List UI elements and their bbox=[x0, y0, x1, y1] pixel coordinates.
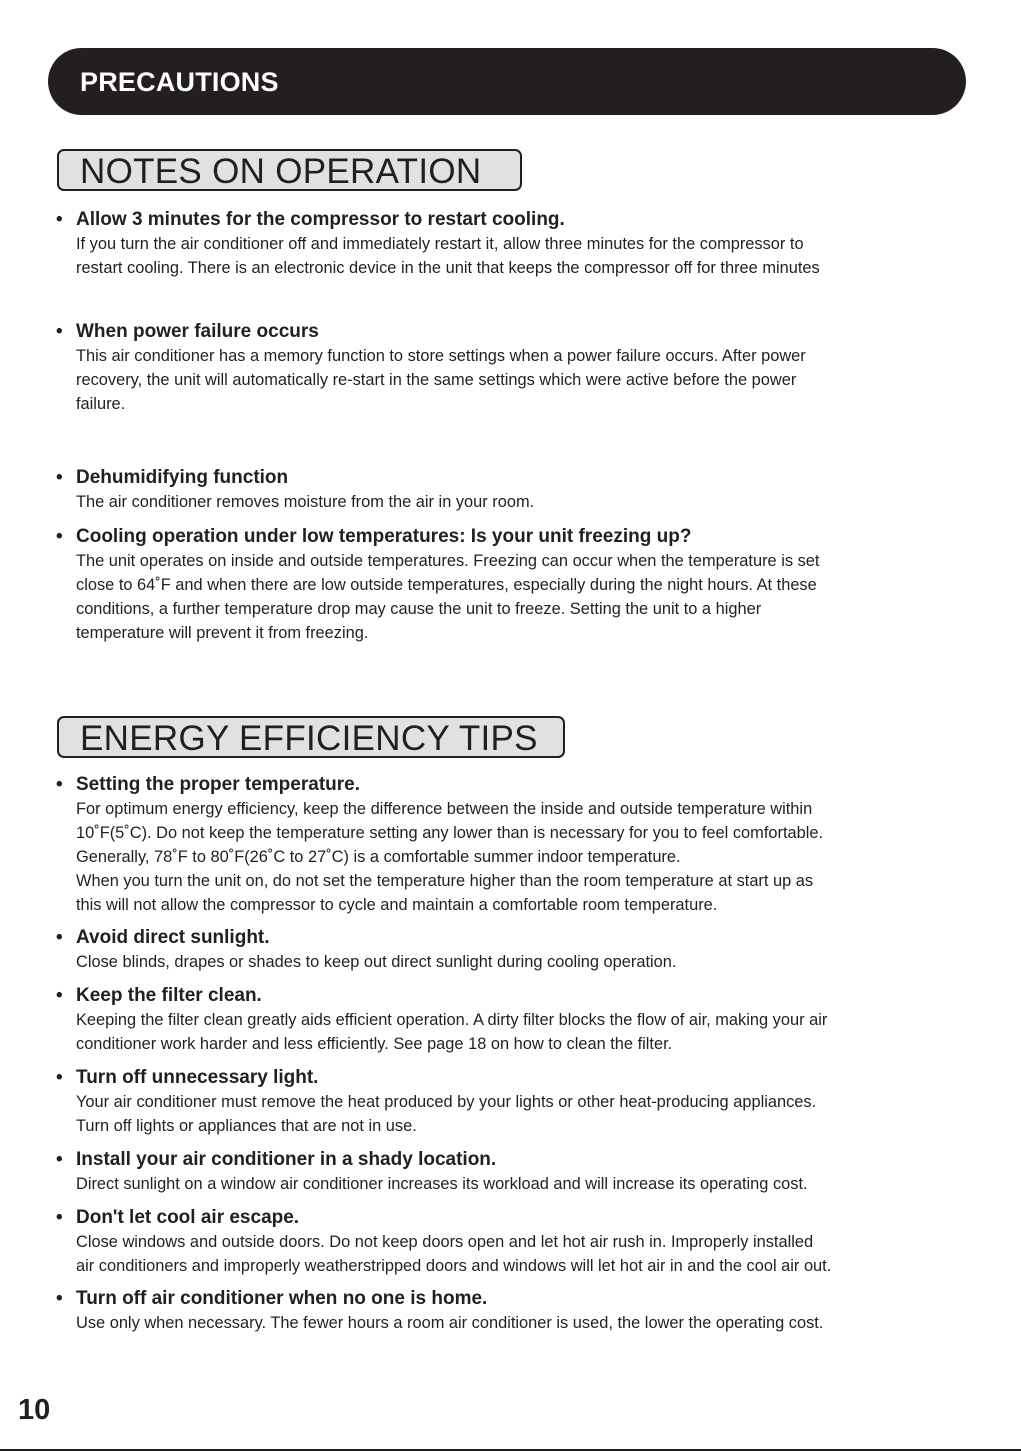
list-item-unnecessary-light bbox=[56, 1066, 976, 1138]
body-line: recovery, the unit will automatically re-start in the same settings which were active before the power bbox=[76, 371, 797, 389]
item-body bbox=[76, 549, 976, 645]
bullet-icon: • bbox=[56, 1067, 63, 1088]
body-line: Close windows and outside doors. Do not keep doors open and let hot air rush in. Improperly installed bbox=[76, 1233, 814, 1251]
item-body bbox=[76, 1311, 976, 1335]
body-line: The unit operates on inside and outside temperatures. Freezing can occur when the temperature is set bbox=[76, 552, 820, 570]
bullet-icon: • bbox=[56, 321, 63, 342]
body-line: failure. bbox=[76, 395, 126, 413]
item-body bbox=[76, 950, 976, 974]
page-title: PRECAUTIONS bbox=[80, 67, 279, 97]
body-line: close to 64˚F and when there are low outside temperatures, especially during the night hours. At these bbox=[76, 576, 817, 594]
body-line: Keeping the filter clean greatly aids efficient operation. A dirty filter blocks the flow of air, making your air bbox=[76, 1011, 828, 1029]
bullet-icon: • bbox=[56, 467, 63, 488]
bullet-icon: • bbox=[56, 526, 63, 547]
item-heading: Cooling operation under low temperatures: Is your unit freezing up? bbox=[76, 526, 692, 547]
item-heading: Don't let cool air escape. bbox=[76, 1207, 300, 1228]
list-item-power-failure bbox=[56, 320, 976, 416]
list-item-avoid-sunlight bbox=[56, 926, 976, 974]
body-line: Direct sunlight on a window air conditioner increases its workload and will increase its operating cost. bbox=[76, 1175, 808, 1193]
bullet-icon: • bbox=[56, 1207, 63, 1228]
list-item-shady-location bbox=[56, 1148, 976, 1196]
bottom-rule-divider bbox=[0, 1449, 1021, 1451]
body-line: This air conditioner has a memory function to store settings when a power failure occurs. After power bbox=[76, 347, 806, 365]
body-line: If you turn the air conditioner off and immediately restart it, allow three minutes for the compressor to bbox=[76, 235, 804, 253]
list-item-cool-air-escape bbox=[56, 1206, 976, 1278]
list-item-dehumidifying bbox=[56, 466, 976, 514]
item-body bbox=[76, 1090, 976, 1138]
item-body bbox=[76, 1172, 976, 1196]
section-title: ENERGY EFFICIENCY TIPS bbox=[80, 719, 538, 758]
item-body bbox=[76, 344, 976, 416]
item-heading: Dehumidifying function bbox=[76, 467, 289, 488]
item-heading: Avoid direct sunlight. bbox=[76, 927, 270, 948]
page-number: 10 bbox=[18, 1394, 51, 1426]
body-line: Use only when necessary. The fewer hours a room air conditioner is used, the lower the operating cost. bbox=[76, 1314, 824, 1332]
item-body bbox=[76, 490, 976, 514]
body-line: temperature will prevent it from freezing. bbox=[76, 624, 369, 642]
bullet-icon: • bbox=[56, 1288, 63, 1309]
body-line: When you turn the unit on, do not set the temperature higher than the room temperature at start up as bbox=[76, 872, 814, 890]
item-body bbox=[76, 1230, 976, 1278]
item-body bbox=[76, 232, 976, 280]
body-line: conditioner work harder and less efficiently. See page 18 on how to clean the filter. bbox=[76, 1035, 673, 1053]
list-item-proper-temperature bbox=[56, 773, 976, 917]
item-heading: When power failure occurs bbox=[76, 321, 319, 342]
body-line: conditions, a further temperature drop may cause the unit to freeze. Setting the unit to a higher bbox=[76, 600, 762, 618]
list-item-compressor-restart bbox=[56, 208, 976, 280]
body-line: Generally, 78˚F to 80˚F(26˚C to 27˚C) is a comfortable summer indoor temperature. bbox=[76, 848, 681, 866]
body-line: Close blinds, drapes or shades to keep out direct sunlight during cooling operation. bbox=[76, 953, 677, 971]
section-heading-notes-on-operation bbox=[57, 149, 522, 191]
item-heading: Install your air conditioner in a shady location. bbox=[76, 1149, 497, 1170]
bullet-icon: • bbox=[56, 774, 63, 795]
bullet-icon: • bbox=[56, 927, 63, 948]
bullet-icon: • bbox=[56, 985, 63, 1006]
body-line: 10˚F(5˚C). Do not keep the temperature setting any lower than is necessary for you to feel comfortable. bbox=[76, 824, 824, 842]
section-title: NOTES ON OPERATION bbox=[80, 152, 482, 191]
body-line: Turn off lights or appliances that are not in use. bbox=[76, 1117, 417, 1135]
body-line: For optimum energy efficiency, keep the difference between the inside and outside temperature within bbox=[76, 800, 813, 818]
bullet-icon: • bbox=[56, 1149, 63, 1170]
body-line: this will not allow the compressor to cycle and maintain a comfortable room temperature. bbox=[76, 896, 718, 914]
bullet-icon: • bbox=[56, 209, 63, 230]
item-heading: Keep the filter clean. bbox=[76, 985, 262, 1006]
item-heading: Allow 3 minutes for the compressor to restart cooling. bbox=[76, 209, 565, 230]
item-heading: Turn off air conditioner when no one is home. bbox=[76, 1288, 488, 1309]
item-body bbox=[76, 1008, 976, 1056]
body-line: Your air conditioner must remove the heat produced by your lights or other heat-producing appliances. bbox=[76, 1093, 817, 1111]
page-header-band bbox=[48, 48, 966, 115]
list-item-no-one-home bbox=[56, 1287, 976, 1335]
item-heading: Setting the proper temperature. bbox=[76, 774, 360, 795]
list-item-filter-clean bbox=[56, 984, 976, 1056]
body-line: air conditioners and improperly weatherstripped doors and windows will let hot air in and the cool air out. bbox=[76, 1257, 832, 1275]
list-item-cooling-low-temperatures bbox=[56, 525, 976, 645]
item-body bbox=[76, 797, 976, 917]
section-heading-energy-efficiency-tips bbox=[57, 716, 565, 758]
body-line: The air conditioner removes moisture from the air in your room. bbox=[76, 493, 535, 511]
body-line: restart cooling. There is an electronic device in the unit that keeps the compressor off for three minutes bbox=[76, 259, 820, 277]
item-heading: Turn off unnecessary light. bbox=[76, 1067, 319, 1088]
